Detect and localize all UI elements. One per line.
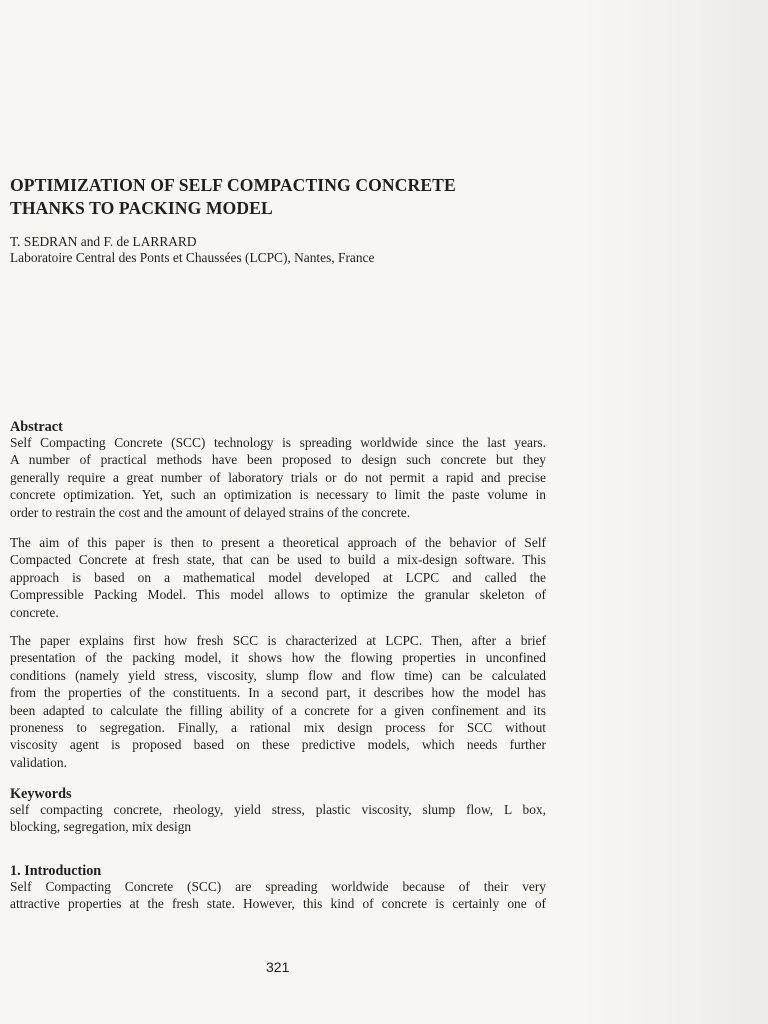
affiliation: Laboratoire Central des Ponts et Chaussées (LCPC), Nantes, France bbox=[10, 250, 375, 265]
authors: T. SEDRAN and F. de LARRARD bbox=[10, 234, 197, 249]
text-line: Self Compacting Concrete (SCC) technology is spreading worldwide since the last years. bbox=[10, 435, 546, 450]
text-line: Self Compacting Concrete (SCC) are spreading worldwide because of their very bbox=[10, 879, 546, 894]
text-line: self compacting concrete, rheology, yield stress, plastic viscosity, slump flow, L box, bbox=[10, 802, 546, 817]
text-line: A number of practical methods have been proposed to design such concrete but they bbox=[10, 452, 546, 468]
text-line: blocking, segregation, mix design bbox=[10, 819, 192, 835]
keywords-text bbox=[10, 801, 546, 836]
text-line: Compressible Packing Model. This model allows to optimize the granular skeleton of bbox=[10, 587, 546, 603]
title-line: THANKS TO PACKING MODEL bbox=[10, 198, 273, 218]
text-line: The aim of this paper is then to present a theoretical approach of the behavior of Self bbox=[10, 535, 546, 550]
scan-shading bbox=[578, 0, 768, 1024]
text-line: conditions (namely yield stress, viscosity, slump flow and flow time) can be calculated bbox=[10, 667, 546, 683]
text-line: from the properties of the constituents. In a second part, it describes how the model has bbox=[10, 685, 546, 701]
text-line: concrete optimization. Yet, such an optimization is necessary to limit the paste volume in bbox=[10, 487, 546, 503]
page-number: 321 bbox=[266, 959, 290, 975]
paper-title bbox=[10, 174, 570, 220]
text-line: validation. bbox=[10, 754, 67, 770]
abstract-paragraph-1 bbox=[10, 434, 546, 521]
abstract-paragraph-3 bbox=[10, 632, 546, 771]
text-line: order to restrain the cost and the amount of delayed strains of the concrete. bbox=[10, 504, 411, 520]
text-line: The paper explains first how fresh SCC is characterized at LCPC. Then, after a brief bbox=[10, 633, 546, 648]
abstract-heading: Abstract bbox=[10, 419, 63, 435]
title-line: OPTIMIZATION OF SELF COMPACTING CONCRETE bbox=[10, 175, 456, 195]
introduction-text bbox=[10, 878, 546, 913]
text-line: approach is based on a mathematical model developed at LCPC and called the bbox=[10, 569, 546, 585]
text-line: been adapted to calculate the filling ability of a concrete for a given confinement and its bbox=[10, 702, 546, 718]
text-line: generally require a great number of laboratory trials or do not permit a rapid and precise bbox=[10, 469, 546, 485]
text-line: attractive properties at the fresh state. However, this kind of concrete is certainly one of bbox=[10, 896, 546, 912]
text-line: presentation of the packing model, it shows how the flowing properties in unconfined bbox=[10, 650, 546, 666]
introduction-heading: 1. Introduction bbox=[10, 863, 102, 879]
text-line: viscosity agent is proposed based on these predictive models, which needs further bbox=[10, 737, 546, 753]
text-line: proneness to segregation. Finally, a rational mix design process for SCC without bbox=[10, 719, 546, 735]
keywords-heading: Keywords bbox=[10, 786, 72, 802]
text-line: Compacted Concrete at fresh state, that can be used to build a mix-design software. This bbox=[10, 552, 546, 568]
text-line: concrete. bbox=[10, 604, 59, 620]
abstract-paragraph-2 bbox=[10, 534, 546, 621]
